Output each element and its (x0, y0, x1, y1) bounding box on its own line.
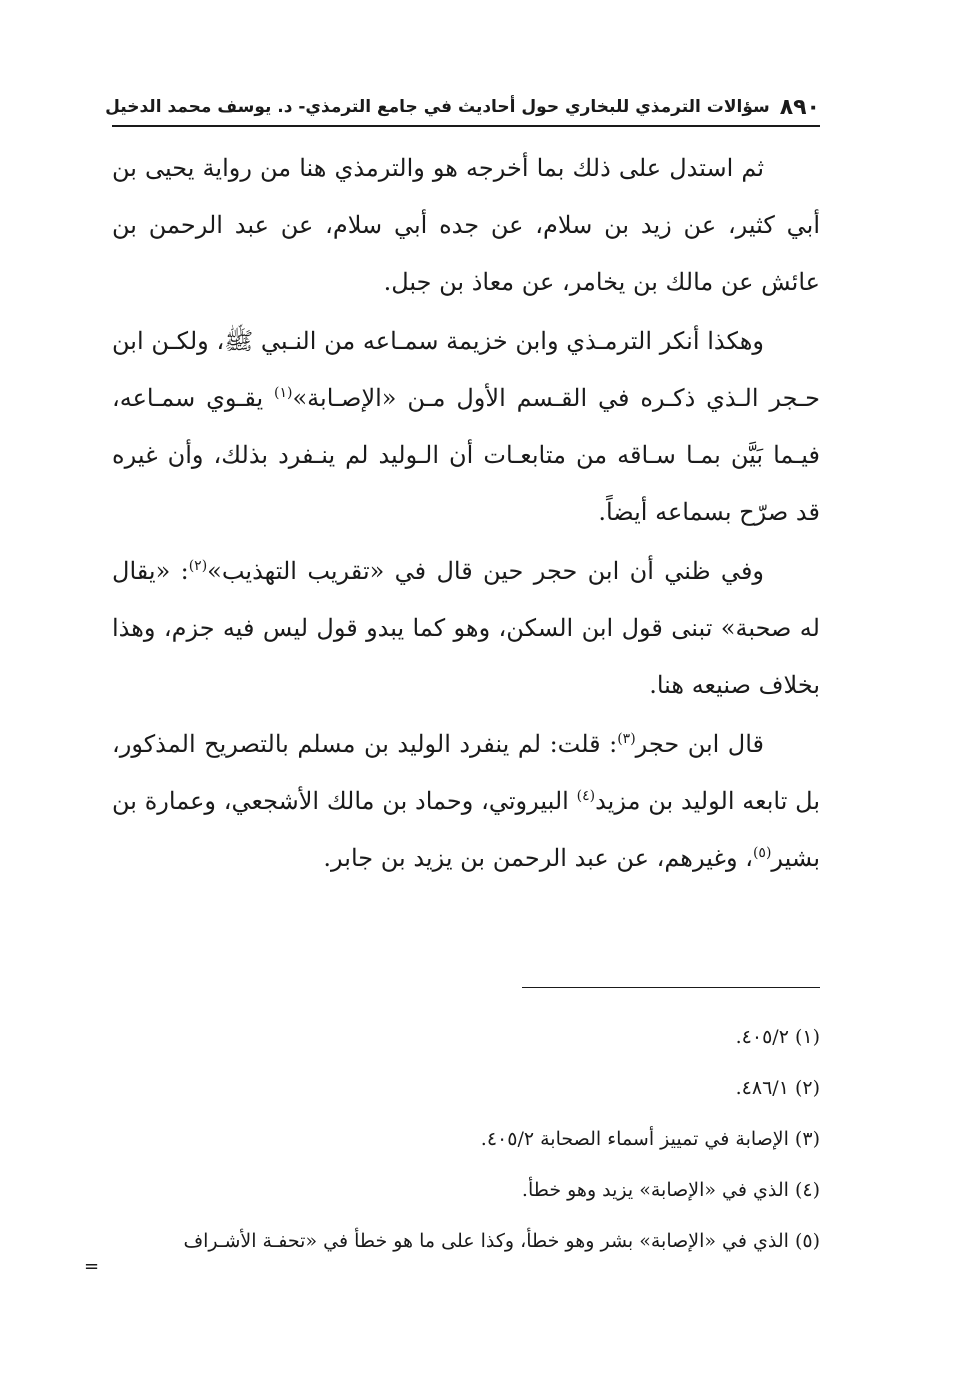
page-number: ٨٩٠ (779, 94, 820, 120)
body-paragraph (112, 313, 820, 541)
footnote-item: (٣) الإصابة في تمييز أسماء الصحابة ٤٠٥/٢. (480, 1128, 820, 1150)
body-paragraph (112, 716, 820, 887)
continuation-mark: = (84, 1256, 100, 1277)
footnote-item: (٤) الذي في «الإصابة» يزيد وهو خطأ. (521, 1179, 820, 1201)
footnote-reference: (٢) (188, 558, 208, 574)
paragraph-text: : «يقال له صحبة» تبنى قول ابن السكن، وهو كما يبدو قول ليس فيه جزم، وهذا بخلاف صنيعه هنا. (112, 557, 820, 699)
footnote-reference: (٥) (752, 845, 772, 861)
footnote-item: (١) ٤٠٥/٢. (735, 1026, 820, 1048)
footnote-reference: (٤) (576, 788, 596, 804)
footnote-reference: (٣) (617, 731, 636, 747)
paragraph-text: ، وغيرهم، عن عبد الرحمن بن يزيد بن جابر. (323, 844, 753, 872)
paragraph-text: وفي ظني أن ابن حجر حين قال في «تقريب التهذيب» (207, 557, 765, 585)
paragraph-text: ثم استدل على ذلك بما أخرجه هو والترمذي هنا من رواية يحيى بن أبي كثير، عن زيد بن سلام، عن جده أبي سلام، عن عبد الرحمن بن عائش عن مالك بن يخامر، عن معاذ بن جبل. (112, 154, 820, 296)
body-text (112, 140, 820, 889)
paragraph-text: البيروتي، وحماد بن مالك الأشجعي، وعمارة بن بشير (112, 787, 820, 872)
footnote-divider (522, 987, 820, 988)
paragraph-text: وهكذا أنكر الترمـذي وابن خزيمة سمـاعه من النـبي ﷺ، ولكـن ابن حـجر الـذي ذكـره في القـسم الأول مـن «الإصـابة» (112, 327, 820, 412)
footnotes (112, 1012, 820, 1267)
footnote-item: (٥) الذي في «الإصابة» بشر وهو خطأ، وكذا على ما هو خطأ في «تحفـة الأشـراف (183, 1230, 820, 1252)
paragraph-text: قال ابن حجر (635, 730, 765, 758)
paragraph-text: : قلت: لم ينفرد الوليد بن مسلم بالتصريح المذكور، بل تابعه الوليد بن مزيد (112, 730, 821, 815)
footnote-reference: (١) (274, 385, 293, 401)
paragraph-text: يقـوي سمـاعه، فيـما بَيَّن بمـا سـاقه من متابعـات أن الـوليد لم ينـفرد بذلك، وأن غيره قد صرّح بسماعه أيضاً. (112, 384, 820, 526)
body-paragraph (112, 543, 820, 714)
header-divider (112, 125, 820, 127)
running-header-title: سؤالات الترمذي للبخاري حول أحاديث في جامع الترمذي- د. يوسف محمد الدخيل (105, 97, 770, 117)
running-header (105, 90, 820, 124)
body-paragraph (112, 140, 820, 311)
footnote-item: (٢) ٤٨٦/١. (735, 1077, 820, 1099)
